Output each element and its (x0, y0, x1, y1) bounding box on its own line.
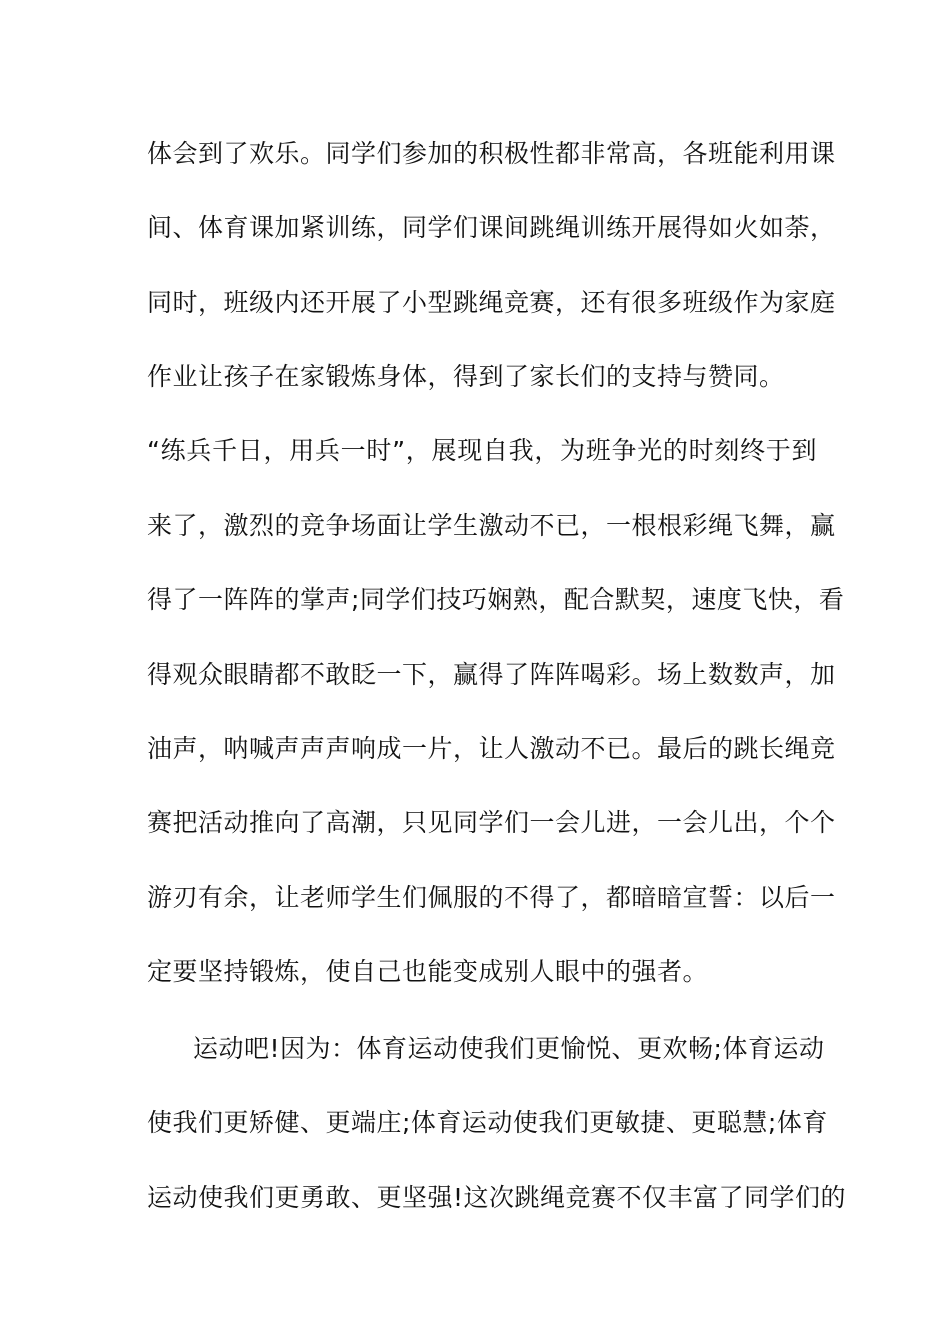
text-line-6: 来了，激烈的竞争场面让学生激动不已，一根根彩绳飞舞，赢 (147, 511, 836, 540)
text-line-4: 作业让孩子在家锻炼身体，得到了家长们的支持与赞同。 (147, 362, 785, 391)
text-line-8: 得观众眼睛都不敢眨一下，赢得了阵阵喝彩。场上数数声，加 (147, 660, 836, 689)
text-line-12: 定要坚持锻炼，使自己也能变成别人眼中的强者。 (147, 957, 709, 986)
text-line-1: 体会到了欢乐。同学们参加的积极性都非常高，各班能利用课 (147, 139, 836, 168)
text-line-10: 赛把活动推向了高潮，只见同学们一会儿进，一会儿出，个个 (147, 808, 836, 837)
text-line-14: 使我们更矫健、更端庄;体育运动使我们更敏捷、更聪慧;体育 (147, 1108, 828, 1137)
text-line-15: 运动使我们更勇敢、更坚强!这次跳绳竞赛不仅丰富了同学们的 (147, 1183, 847, 1212)
text-line-5: “练兵千日，用兵一时”，展现自我，为班争光的时刻终于到 (147, 436, 817, 465)
text-line-7: 得了一阵阵的掌声;同学们技巧娴熟，配合默契，速度飞快，看 (147, 585, 845, 614)
text-line-9: 油声，呐喊声声声响成一片，让人激动不已。最后的跳长绳竞 (147, 734, 836, 763)
text-line-13: 运动吧!因为：体育运动使我们更愉悦、更欢畅;体育运动 (193, 1034, 825, 1063)
text-line-3: 同时，班级内还开展了小型跳绳竞赛，还有很多班级作为家庭 (147, 288, 836, 317)
text-line-11: 游刃有余，让老师学生们佩服的不得了，都暗暗宣誓：以后一 (147, 883, 836, 912)
text-line-2: 间、体育课加紧训练，同学们课间跳绳训练开展得如火如荼， (147, 213, 836, 242)
